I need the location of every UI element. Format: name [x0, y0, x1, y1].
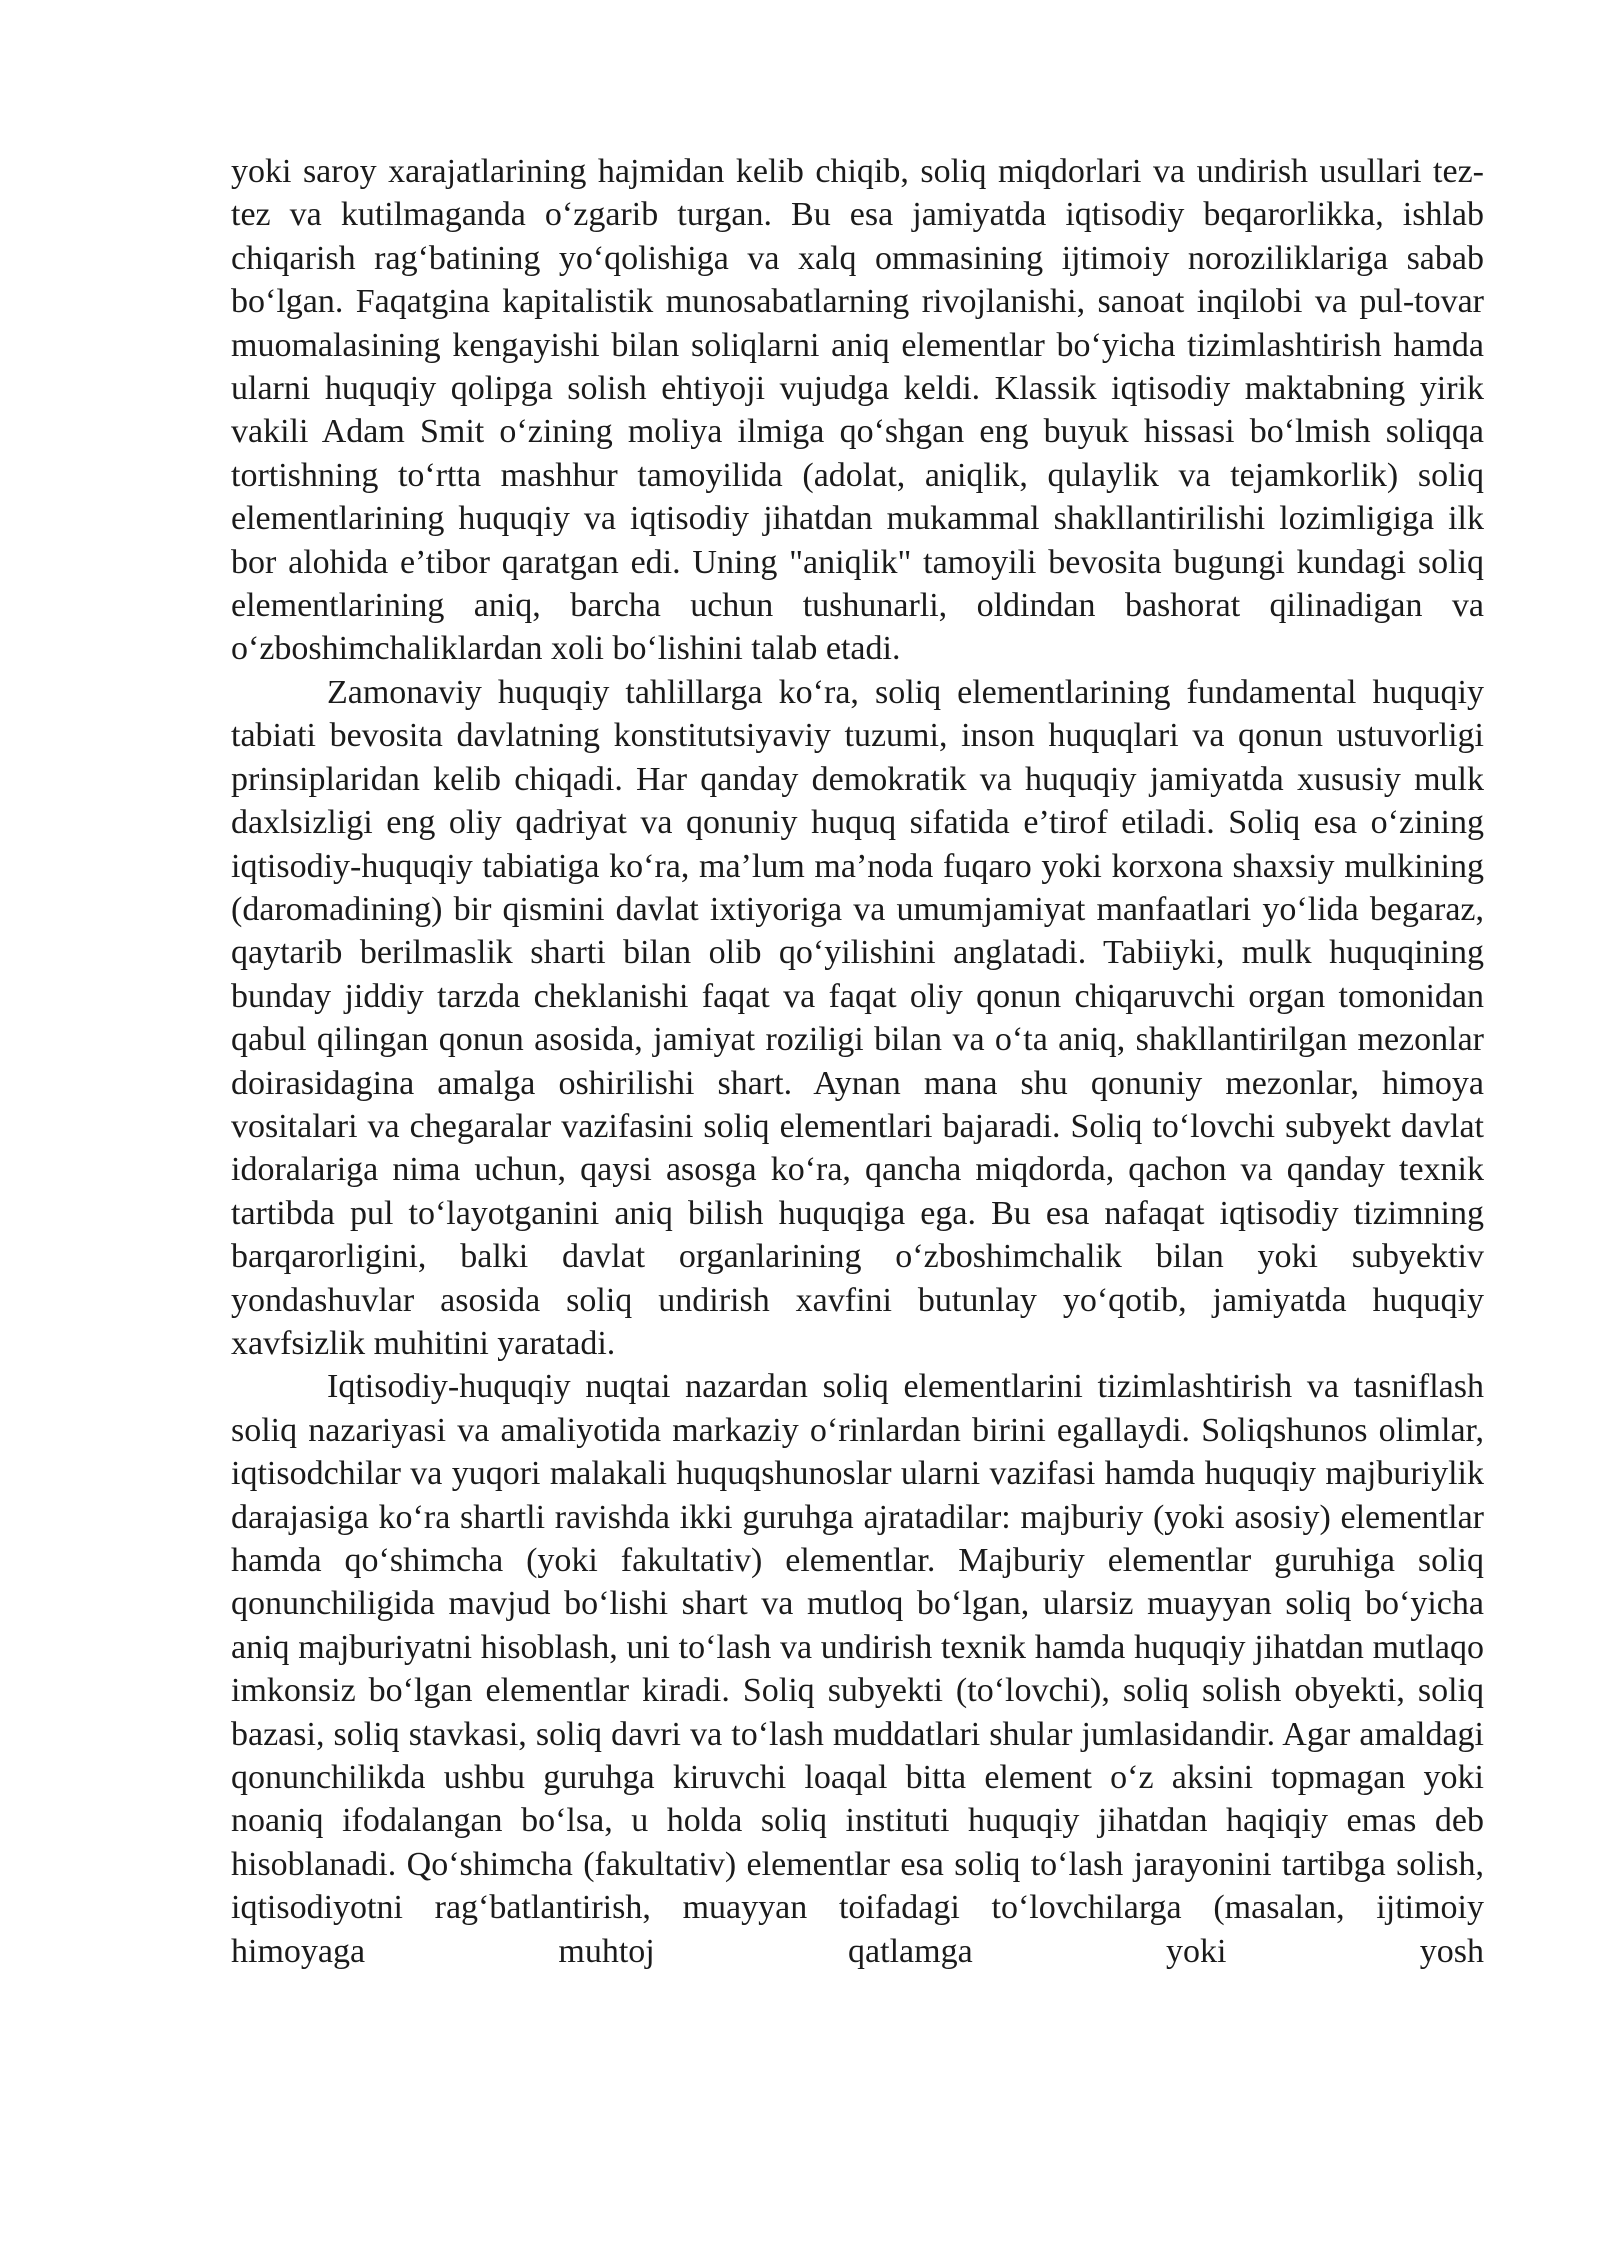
paragraph-classification: Iqtisodiy-huquqiy nuqtai nazardan soliq elementlarini tizimlashtirish va tasniflash soliq nazariyasi va amaliyotida markaziy o‘rinlardan birini egallaydi. Soliqshunos olimlar, iqtisodchilar va yuqori malakali huquqshunoslar ularni vazifasi hamda huquqiy majburiylik darajasiga ko‘ra shartli ravishda ikki guruhga ajratadilar: majburiy (yoki asosiy) elementlar hamda qo‘shimcha (yoki fakultativ) elementlar. Majburiy elementlar guruhiga soliq qonunchiligida mavjud bo‘lishi shart va mutloq bo‘lgan, ularsiz muayyan soliq bo‘yicha aniq majburiyatni hisoblash, uni to‘lash va undirish texnik hamda huquqiy jihatdan mutlaqo imkonsiz bo‘lgan elementlar kiradi. Soliq subyekti (to‘lovchi), soliq solish obyekti, soliq bazasi, soliq stavkasi, soliq davri va to‘lash muddatlari shular jumlasidandir. Agar amaldagi qonunchilikda ushbu guruhga kiruvchi loaqal bitta element o‘z aksini topmagan yoki noaniq ifodalangan bo‘lsa, u holda soliq instituti huquqiy jihatdan haqiqiy emas deb hisoblanadi. Qo‘shimcha (fakultativ) elementlar esa soliq to‘lash jarayonini tartibga solish, iqtisodiyotni rag‘batlantirish, muayyan toifadagi to‘lovchilarga (masalan, ijtimoiy himoyaga muhtoj qatlamga yoki yosh	[231, 1368, 1484, 1970]
paragraph-legal-nature: Zamonaviy huquqiy tahlillarga ko‘ra, soliq elementlarining fundamental huquqiy tabiati bevosita davlatning konstitutsiyaviy tuzumi, inson huquqlari va qonun ustuvorligi prinsiplaridan kelib chiqadi. Har qanday demokratik va huquqiy jamiyatda xususiy mulk daxlsizligi eng oliy qadriyat va qonuniy huquq sifatida e’tirof etiladi. Soliq esa o‘zining iqtisodiy-huquqiy tabiatiga ko‘ra, ma’lum ma’noda fuqaro yoki korxona shaxsiy mulkining (daromadining) bir qismini davlat ixtiyoriga va umumjamiyat manfaatlari yo‘lida begaraz, qaytarib berilmaslik sharti bilan olib qo‘yilishini anglatadi. Tabiiyki, mulk huquqining bunday jiddiy tarzda cheklanishi faqat va faqat oliy qonun chiqaruvchi organ tomonidan qabul qilingan qonun asosida, jamiyat roziligi bilan va o‘ta aniq, shakllantirilgan mezonlar doirasidagina amalga oshirilishi shart. Aynan mana shu qonuniy mezonlar, himoya vositalari va chegaralar vazifasini soliq elementlari bajaradi. Soliq to‘lovchi subyekt davlat idoralariga nima uchun, qaysi asosga ko‘ra, qancha miqdorda, qachon va qanday texnik tartibda pul to‘layotganini aniq bilish huquqiga ega. Bu esa nafaqat iqtisodiy tizimning barqarorligini, balki davlat organlarining o‘zboshimchalik bilan yoki subyektiv yondashuvlar asosida soliq undirish xavfini butunlay yo‘qotib, jamiyatda huquqiy xavfsizlik muhitini yaratadi.	[231, 673, 1484, 1362]
document-page	[231, 150, 1484, 1973]
paragraph-continuation: yoki saroy xarajatlarining hajmidan kelib chiqib, soliq miqdorlari va undirish usullari tez-tez va kutilmaganda o‘zgarib turgan. Bu esa jamiyatda iqtisodiy beqarorlikka, ishlab chiqarish rag‘batining yo‘qolishiga va xalq ommasining ijtimoiy noroziliklariga sabab bo‘lgan. Faqatgina kapitalistik munosabatlarning rivojlanishi, sanoat inqilobi va pul-tovar muomalasining kengayishi bilan soliqlarni aniq elementlar bo‘yicha tizimlashtirish hamda ularni huquqiy qolipga solish ehtiyoji vujudga keldi. Klassik iqtisodiy maktabning yirik vakili Adam Smit o‘zining moliya ilmiga qo‘shgan eng buyuk hissasi bo‘lmish soliqqa tortishning to‘rtta mashhur tamoyilida (adolat, aniqlik, qulaylik va tejamkorlik) soliq elementlarining huquqiy va iqtisodiy jihatdan mukammal shakllantirilishi lozimligiga ilk bor alohida e’tibor qaratgan edi. Uning "aniqlik" tamoyili bevosita bugungi kundagi soliq elementlarining aniq, barcha uchun tushunarli, oldindan bashorat qilinadigan va o‘zboshimchaliklardan xoli bo‘lishini talab etadi.	[231, 153, 1484, 668]
